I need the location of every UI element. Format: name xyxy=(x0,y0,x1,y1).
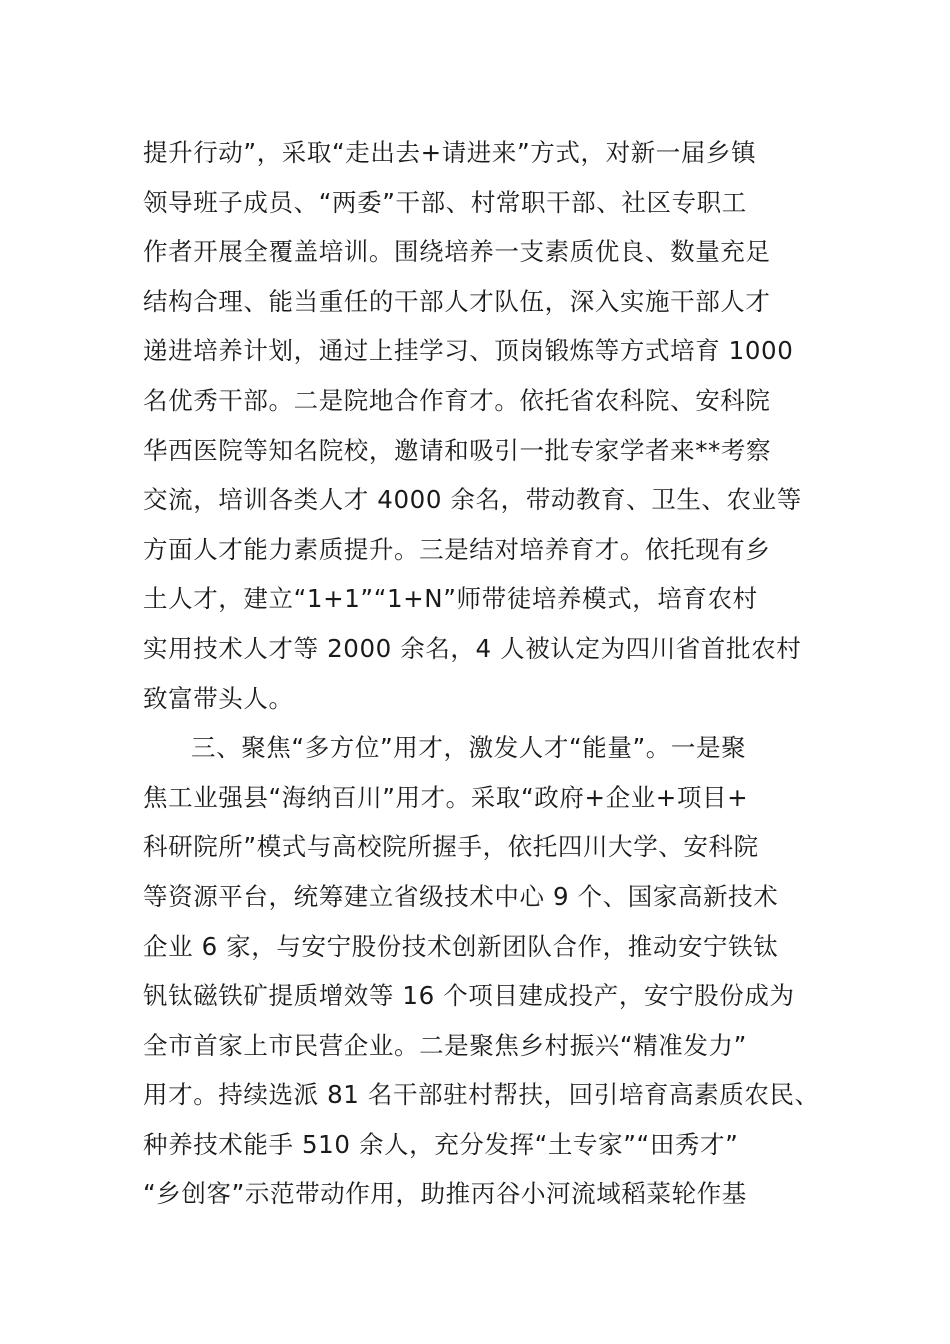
text-line: 企业 6 家，与安宁股份技术创新团队合作，推动安宁铁钛 xyxy=(143,931,779,961)
text-line: 种养技术能手 510 余人，充分发挥“土专家”“田秀才” xyxy=(143,1129,739,1159)
paragraph-start-line: 三、聚焦“多方位”用才，激发人才“能量”。一是聚 xyxy=(191,733,747,763)
text-line: 结构合理、能当重任的干部人才队伍，深入实施干部人才 xyxy=(143,286,771,316)
text-line: 提升行动”，采取“走出去+请进来”方式，对新一届乡镇 xyxy=(143,138,757,167)
text-line: 焦工业强县“海纳百川”用才。采取“政府+企业+项目+ xyxy=(143,782,749,812)
text-line: 全市首家上市民营企业。二是聚焦乡村振兴“精准发力” xyxy=(143,1030,747,1060)
text-line: 用才。持续选派 81 名干部驻村帮扶，回引培育高素质农民、 xyxy=(143,1080,820,1110)
body-text xyxy=(143,128,833,1219)
text-line: “乡创客”示范带动作用，助推丙谷小河流域稻菜轮作基 xyxy=(143,1179,747,1209)
text-line: 作者开展全覆盖培训。围绕培养一支素质优良、数量充足 xyxy=(143,237,771,267)
text-line: 名优秀干部。二是院地合作育才。依托省农科院、安科院 xyxy=(143,385,771,415)
text-line: 钒钛磁铁矿提质增效等 16 个项目建成投产，安宁股份成为 xyxy=(143,981,795,1011)
text-line: 等资源平台，统筹建立省级技术中心 9 个、国家高新技术 xyxy=(143,881,779,911)
text-line: 递进培养计划，通过上挂学习、顶岗锻炼等方式培育 1000 xyxy=(143,336,794,366)
text-line: 致富带头人。 xyxy=(143,683,294,713)
text-line: 方面人才能力素质提升。三是结对培养育才。依托现有乡 xyxy=(143,534,771,564)
text-line: 实用技术人才等 2000 余名，4 人被认定为四川省首批农村 xyxy=(143,633,802,663)
text-line: 华西医院等知名院校，邀请和吸引一批专家学者来**考察 xyxy=(143,435,772,465)
text-line: 领导班子成员、“两委”干部、村常职干部、社区专职工 xyxy=(143,187,747,217)
text-line: 交流，培训各类人才 4000 余名，带动教育、卫生、农业等 xyxy=(143,485,802,515)
text-line: 土人才，建立“1+1”“1+N”师带徒培养模式，培育农村 xyxy=(143,584,758,614)
text-line: 科研院所”模式与高校院所握手，依托四川大学、安科院 xyxy=(143,832,759,862)
